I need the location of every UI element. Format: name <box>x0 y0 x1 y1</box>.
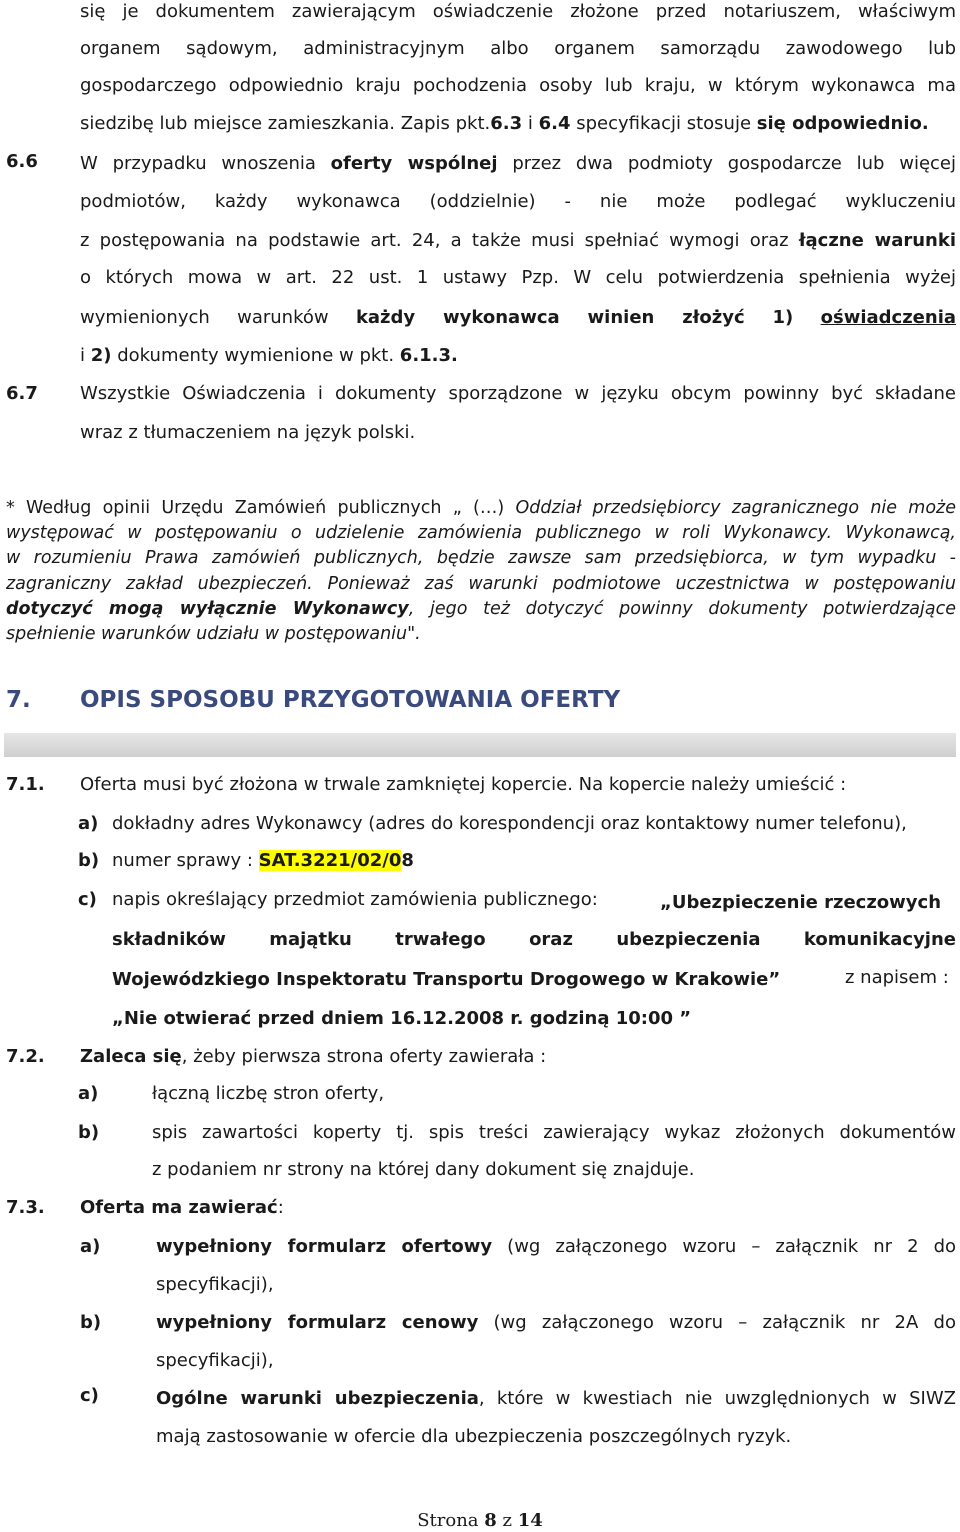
section-divider <box>4 733 956 757</box>
text-bold: każdy wykonawca winien złożyć 1) <box>355 307 794 328</box>
page-total: 14 <box>517 1510 543 1531</box>
text: Strona <box>417 1510 485 1531</box>
text: siedzibę lub miejsce zamieszkania. Zapis pkt. <box>80 113 491 134</box>
section-number-7: 7. <box>6 687 31 713</box>
text: numer sprawy : <box>112 850 259 871</box>
ref-6-3: 6.3 <box>490 113 523 134</box>
list-item: dokładny adres Wykonawcy (adres do korespondencji oraz kontaktowy numer telefonu), <box>112 813 907 834</box>
list-label: a) <box>78 813 99 834</box>
list-label: a) <box>80 1236 101 1257</box>
section-number-6-6: 6.6 <box>6 151 38 172</box>
text: (wg załączonego wzoru – załącznik nr 2 do <box>492 1236 957 1257</box>
list-label: b) <box>78 1122 100 1143</box>
list-label: b) <box>78 850 100 871</box>
text-bold: 8 <box>401 850 414 871</box>
note-line <box>6 599 956 619</box>
list-item: specyfikacji), <box>156 1274 274 1295</box>
envelope-notice: „Nie otwierać przed dniem 16.12.2008 r. godziną 10:00 ” <box>112 1008 692 1029</box>
para-line: gospodarczego odpowiednio kraju pochodzenia osoby lub kraju, w którym wykonawca ma <box>80 75 956 96</box>
text-bold: dotyczyć mogą wyłącznie Wykonawcy <box>6 599 409 619</box>
para-line: podmiotów, każdy wykonawca (oddzielnie) - nie może podlegać wykluczeniu <box>80 191 956 212</box>
para-line <box>80 231 956 251</box>
text: z postępowania na podstawie art. 24, a także musi spełniać wymogi oraz <box>80 230 799 251</box>
para-line <box>80 1198 284 1218</box>
case-number-highlight: SAT.3221/02/0 <box>258 850 402 871</box>
note-line: spełnienie warunków udziału w postępowaniu". <box>6 624 421 644</box>
text: : <box>277 1197 284 1218</box>
section-number-7-1: 7.1. <box>6 774 45 795</box>
section-number-6-7: 6.7 <box>6 383 38 404</box>
text-bold: łączne warunki <box>798 230 956 251</box>
list-item: specyfikacji), <box>156 1350 274 1371</box>
list-label: c) <box>78 889 97 910</box>
para-line <box>80 1047 546 1067</box>
text-bold: wypełniony formularz ofertowy <box>156 1236 493 1257</box>
text: wymienionych warunków <box>80 307 356 328</box>
text: , żeby pierwsza strona oferty zawierała : <box>181 1046 547 1067</box>
para-line: organem sądowym, administracyjnym albo organem samorządu zawodowego lub <box>80 38 956 59</box>
text-italic: Oddział przedsiębiorcy zagranicznego nie może <box>515 498 956 518</box>
para-line: Oferta musi być złożona w trwale zamkniętej kopercie. Na kopercie należy umieścić : <box>80 774 847 795</box>
note-line: zagraniczny zakład ubezpieczeń. Ponieważ zaś warunki podmiotowe uczestnictwa w postępowaniu <box>6 574 956 594</box>
list-item <box>112 851 414 871</box>
text-bold: 2) <box>90 345 112 366</box>
text: W przypadku wnoszenia <box>80 153 331 174</box>
text: z <box>496 1510 518 1531</box>
para-line <box>80 308 956 328</box>
text-italic: , jego też dotyczyć powinny dokumenty potwierdzające <box>408 599 957 619</box>
list-label: b) <box>80 1312 102 1333</box>
text-bold-underline: oświadczenia <box>820 307 957 328</box>
list-item: spis zawartości koperty tj. spis treści zawierający wykaz złożonych dokumentów <box>152 1122 956 1143</box>
para-line: się je dokumentem zawierającym oświadczenie złożone przed notariuszem, właściwym <box>80 1 956 22</box>
text: * Według opinii Urzędu Zamówień publicznych „ (…) <box>6 498 516 518</box>
ref-6-1-3: 6.1.3. <box>399 345 458 366</box>
section-title: OPIS SPOSOBU PRZYGOTOWANIA OFERTY <box>80 687 621 713</box>
para-line <box>80 346 458 366</box>
section-number-7-3: 7.3. <box>6 1197 45 1218</box>
para-line <box>80 114 929 134</box>
subject-title: „Ubezpieczenie rzeczowych <box>660 892 942 913</box>
para-line <box>80 154 956 174</box>
note-line: w rozumieniu Prawa zamówień publicznych, będzie zawsze sam przedsiębiorca, w tym wypadku - <box>6 548 956 568</box>
text: z napisem : <box>845 967 949 988</box>
text: i <box>80 345 91 366</box>
list-label: c) <box>80 1385 99 1406</box>
list-item <box>156 1237 956 1257</box>
text-bold: Zaleca się <box>80 1046 182 1067</box>
page-number: 8 <box>484 1510 497 1531</box>
note-line <box>6 498 956 518</box>
list-item: napis określający przedmiot zamówienia publicznego: <box>112 889 598 910</box>
subject-title: Wojewódzkiego Inspektoratu Transportu Drogowego w Krakowie” <box>112 969 781 990</box>
text: dokumenty wymienione w pkt. <box>111 345 400 366</box>
text: (wg załączonego wzoru – załącznik nr 2A do <box>478 1312 956 1333</box>
text: , które w kwestiach nie uwzględnionych w SIWZ <box>478 1388 956 1409</box>
text-bold: Oferta ma zawierać <box>80 1197 278 1218</box>
note-line: występować w postępowaniu o udzielenie zamówienia publicznego w roli Wykonawcy. Wykonawcą, <box>6 523 956 543</box>
list-item <box>156 1389 956 1409</box>
text <box>793 307 820 328</box>
page-footer <box>0 1510 960 1531</box>
text-bold: oferty wspólnej <box>330 153 498 174</box>
section-number-7-2: 7.2. <box>6 1046 45 1067</box>
text: i <box>522 113 539 134</box>
para-line: o których mowa w art. 22 ust. 1 ustawy Pzp. W celu potwierdzenia spełnienia wyżej <box>80 267 956 288</box>
list-item: z podaniem nr strony na której dany dokument się znajduje. <box>152 1159 695 1180</box>
para-line: Wszystkie Oświadczenia i dokumenty sporządzone w języku obcym powinny być składane <box>80 383 956 404</box>
text-bold: się odpowiednio. <box>756 113 929 134</box>
para-line: wraz z tłumaczeniem na język polski. <box>80 422 416 443</box>
list-item: łączną liczbę stron oferty, <box>152 1083 385 1104</box>
ref-6-4: 6.4 <box>538 113 571 134</box>
text: przez dwa podmioty gospodarcze lub więcej <box>497 153 956 174</box>
text: specyfikacji stosuje <box>570 113 757 134</box>
subject-title: składników majątku trwałego oraz ubezpieczenia komunikacyjne <box>112 929 956 950</box>
text-bold: wypełniony formularz cenowy <box>156 1312 479 1333</box>
text-bold: Ogólne warunki ubezpieczenia <box>156 1388 479 1409</box>
list-label: a) <box>78 1083 99 1104</box>
list-item <box>156 1313 956 1333</box>
list-item: mają zastosowanie w ofercie dla ubezpieczenia poszczególnych ryzyk. <box>156 1426 792 1447</box>
